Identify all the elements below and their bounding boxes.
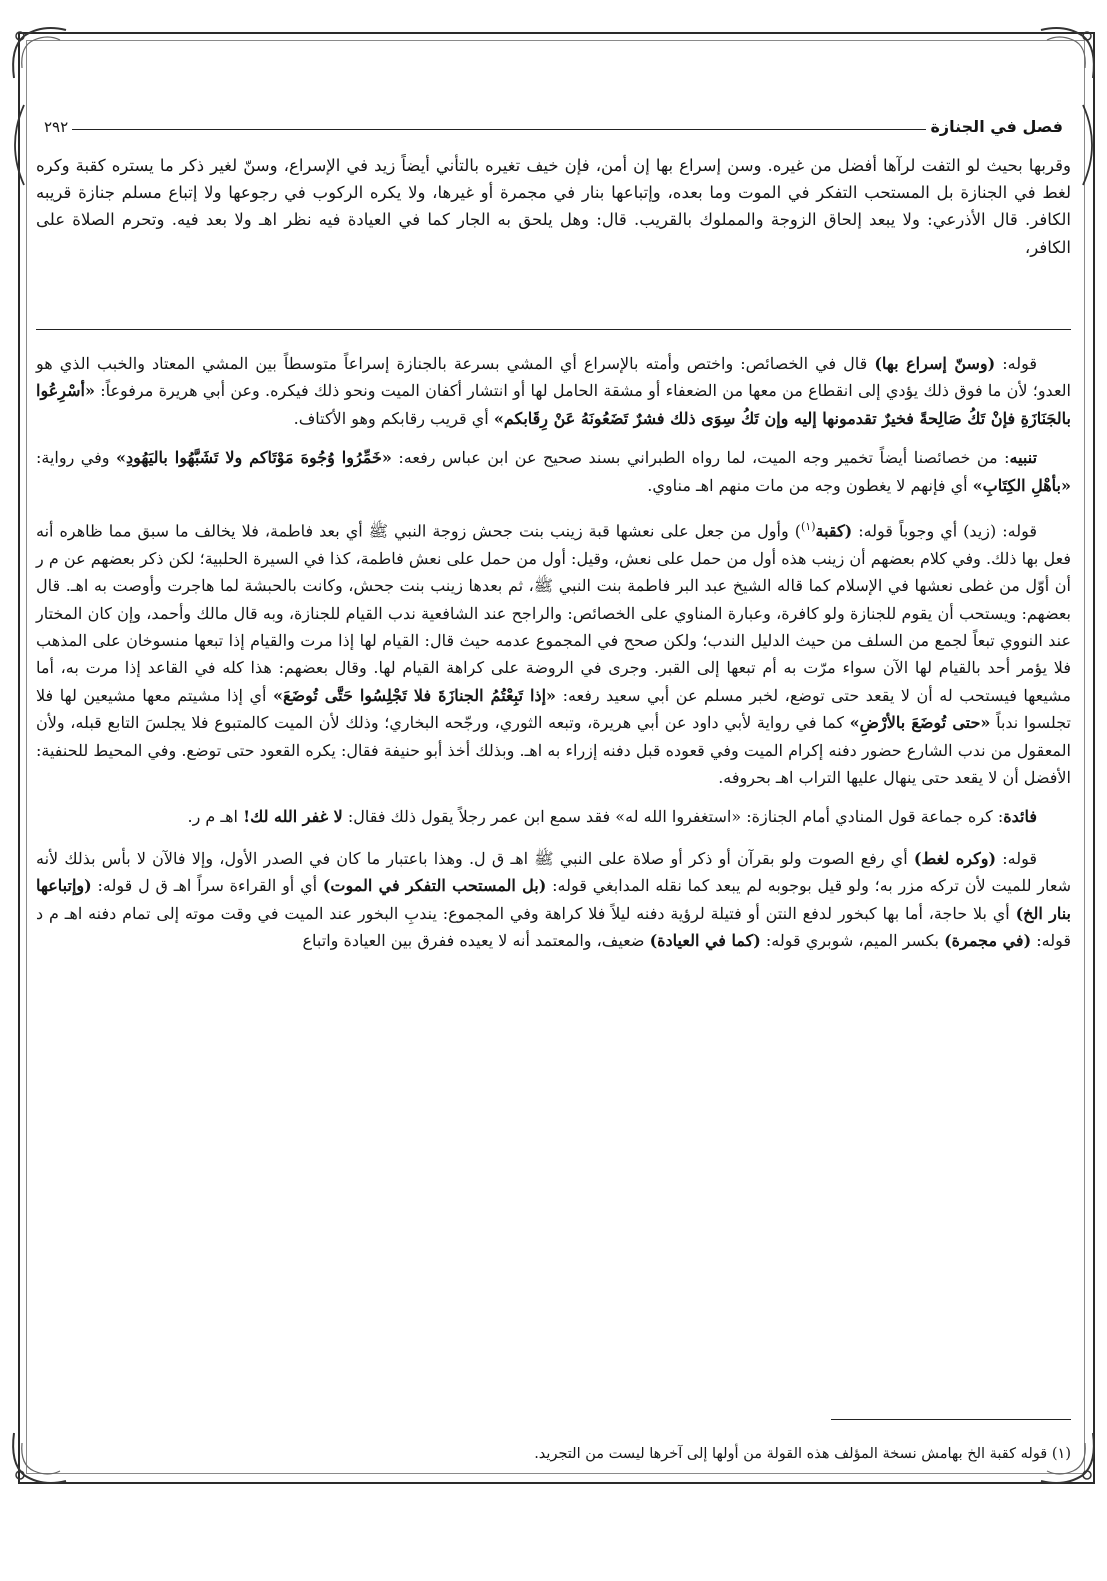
body-text: : من خصائصنا أيضاً تخمير وجه الميت، لما رواه الطبراني بسند صحيح عن ابن عباس رفعه: bbox=[391, 448, 1010, 468]
body-text: أي فإنهم لا يغطون وجه من مات منهم اهـ مناوي. bbox=[647, 475, 973, 495]
body-text: : كره جماعة قول المنادي أمام الجنازة: «استغفروا الله له» فقد سمع ابن عمر رجلاً يقول ذلك فقال: bbox=[342, 807, 1004, 827]
body-text: وفي رواية: bbox=[36, 448, 116, 468]
footnote-marker: (١) bbox=[1051, 1446, 1071, 1462]
body-text: أي رفع الصوت ولو بقرآن أو ذكر أو صلاة على النبي ﷺ اهـ ق ل. وهذا باعتبار ما كان في الصدر الأول، وإلا فالآن لا بأس بذلك لأنه شعار للميت لأن تركه مزر به؛ ولو قيل بوجوبه لم يبعد كما نقله المدابغي قوله: bbox=[36, 848, 1071, 896]
main-paragraph: وقربها بحيث لو التفت لرآها أفضل من غيره. وسن إسراع بها إن أمن، فإن خيف تغيره بالتأني أيضاً زيد في الإسراع، وسنّ لغير ذكر ما يستره كقبة وكره لغط في الجنازة بل المستحب التفكر في الموت وما بعده، وإتباعها بنار في مجمرة أو غيرها، ولا يكره الركوب في رجوعها ولا إتباع مسلم جنازة قريبه الكافر. قال الأذرعي: ولا يبعد إلحاق الزوجة والمملوك بالقريب. قال: وهل يلحق به الجار كما في العيادة فيه نظر اهـ ولا بعد فيه. وتحرم الصلاة على الكافر، bbox=[36, 156, 1071, 257]
body-text: ) وأول من جعل على نعشها قبة زينب بنت جحش زوجة النبي ﷺ أي بعد فاطمة، فلا يخالف ما سبق مما ظاهره أنه فعل بها ذلك. وفي كلام بعضهم أن زينب هذه أول من حمل على نعش، وقيل: أول من حمل على نعش فاطمة، كذا في السيرة الحلبية؛ لكن ذكر بعضهم عن م ر أن أوّل من غطى نعشها في الإسلام كما قاله الشيخ عبد البر فاطمة بنت النبي ﷺ، ثم بعدها زينب بنت جحش، وكانت بالحبشة لما هاجرت وأوصت به اهـ. قال بعضهم: ويستحب أن يقوم للجنازة ولو كافرة، وعبارة المناوي على الخصائص: والراجح عند الشافعية ندب القيام للجنازة، وبه قال مالك وأحمد، وإن كان المختار عند النووي تبعاً لجمع من السلف من حيث الدليل الندب؛ ولكن صحح في المجموع عدمه حيث قال: القيام لها إذا مرت والقيام إذا تبعها منسوخان على المذهب فلا يؤمر أحد بالقيام لها الآن سواء مرّت به أم تبعها إلى القبر. وجرى في الروضة على كراهة القيام لها. وقال بعضهم: هذا كله في القاعد إذا مرت به، أما مشيعها فيستحب له أن لا يقعد حتى توضع، لخبر مسلم عن أبي سعيد رفعه: bbox=[36, 521, 1071, 705]
note-label: تنبيه bbox=[1009, 448, 1038, 468]
commentary-paragraph-4 bbox=[36, 803, 1071, 830]
main-text-divider bbox=[36, 329, 1071, 330]
body-text: اهـ م ر. bbox=[187, 807, 244, 827]
footnote-divider bbox=[831, 1419, 1071, 1420]
quoted-term: (كما في العيادة) bbox=[649, 931, 761, 951]
body-text: كما في رواية لأبي داود عن أبي هريرة، وتبعه الثوري، ورجّحه البخاري؛ وذلك لأن الميت كالمتبوع فلا يجلسَ التابع قبله، ولأن المعقول من ندب الشارع حضور دفنه إكرام الميت وفي قعوده قبل دفنه إزراء به اهـ. وبذلك أخذ أبو حنيفة فقال: يكره القعود حتى توضع. وفي المحيط للحنفية: الأفضل أن لا يقعد حتى ينهال عليها التراب اهـ بحروفه. bbox=[36, 713, 1071, 788]
main-text bbox=[36, 152, 1071, 261]
commentary-paragraph-5 bbox=[36, 845, 1071, 955]
footnote bbox=[36, 1443, 1071, 1465]
quoted-term: (في مجمرة) bbox=[944, 931, 1032, 951]
hadith-quote: «خَمِّرُوا وُجُوهَ مَوْتَاكم ولا تَشَبَّهُوا باليَهُودِ» bbox=[116, 448, 392, 468]
commentary-paragraph-1 bbox=[36, 350, 1071, 432]
body-text: ضعيف، والمعتمد أنه لا يعيده ففرق بين العيادة واتباع bbox=[302, 931, 650, 951]
lead-text: قوله: (زيد) أي وجوباً قوله: bbox=[852, 521, 1038, 541]
hadith-quote: «إذا تَبِعْتُمُ الجنازَةَ فلا تَجْلِسُوا حَتَّى تُوضَعَ» bbox=[272, 685, 557, 705]
body-text: أي بلا حاجة، أما بها كبخور لدفع النتن أو فتيلة لرؤية دفنه ليلاً فلا كراهة وفي المجموع: يندبِ البخور عند الميت في وقت موته إلى تمام دفنه اهـ م د قوله: bbox=[36, 903, 1071, 951]
body-text: قال في الخصائص: واختص وأمته بالإسراع أي المشي بسرعة بالجنازة إسراعاً متوسطاً بين المشي المعتاد والخبب الذي هو العدو؛ لأن ما فوق ذلك يؤدي إلى انقطاع من معها من الضعفاء أو مشقة الحامل لها أو انتشار أكفان الميت ونحو ذلك فيكره. وعن أبي هريرة مرفوعاً: bbox=[36, 354, 1071, 401]
footnote-reference[interactable]: (١) bbox=[800, 520, 816, 534]
header-rule bbox=[72, 129, 926, 130]
lead-text: قوله: bbox=[995, 354, 1038, 373]
body-text: أي إذا مشيتم معها مشيعين لها فلا تجلسوا ندباً bbox=[36, 685, 1071, 733]
quoted-term: (بل المستحب التفكر في الموت) bbox=[322, 876, 547, 896]
corner-ornament-top-right bbox=[1033, 18, 1103, 88]
quoted-phrase: لا غفر الله لك! bbox=[243, 807, 343, 827]
quoted-term: (وكره لغط) bbox=[913, 848, 997, 868]
commentary-paragraph-2 bbox=[36, 444, 1071, 499]
quoted-term: (وسنّ إسراع بها) bbox=[874, 354, 996, 373]
section-title: فصل في الجنازة bbox=[930, 117, 1063, 136]
body-text: بكسر الميم، شوبري قوله: bbox=[760, 931, 945, 951]
quoted-term: (وإتباعها بنار الخ) bbox=[36, 876, 1071, 923]
body-text: أي أو القراءة سراً اهـ ق ل قوله: bbox=[91, 876, 323, 896]
commentary bbox=[36, 350, 1071, 966]
quoted-term: (كقبة bbox=[815, 521, 853, 541]
footnote-text: قوله كقبة الخ بهامش نسخة المؤلف هذه القولة من أولها إلى آخرها ليست من التجريد. bbox=[534, 1446, 1048, 1462]
note-label: فائدة bbox=[1003, 807, 1037, 827]
lead-text: قوله: bbox=[996, 848, 1038, 868]
side-ornament-left bbox=[2, 100, 32, 190]
body-text: أي قريب رقابكم وهو الأكتاف. bbox=[293, 408, 494, 428]
hadith-quote: «بأهْلِ الكِتَابِ» bbox=[972, 475, 1071, 495]
page-number: ٢٩٢ bbox=[44, 118, 69, 136]
corner-ornament-top-left bbox=[4, 18, 74, 88]
running-header bbox=[36, 114, 1071, 136]
hadith-quote: «حتى تُوضَعَ بالأرْضِ» bbox=[849, 713, 991, 733]
side-ornament-right bbox=[1075, 100, 1105, 190]
commentary-paragraph-3 bbox=[36, 513, 1071, 791]
hadith-quote: «أسْرِعُوا بالجَنَازَةِ فإنْ تَكُ صَالِحةً فخيرٌ تقدمونها إليه وإن تَكُ سِوَى ذلك فشرٌ تَضَعُونَهُ عَنْ رِقَابكم» bbox=[36, 381, 1071, 428]
